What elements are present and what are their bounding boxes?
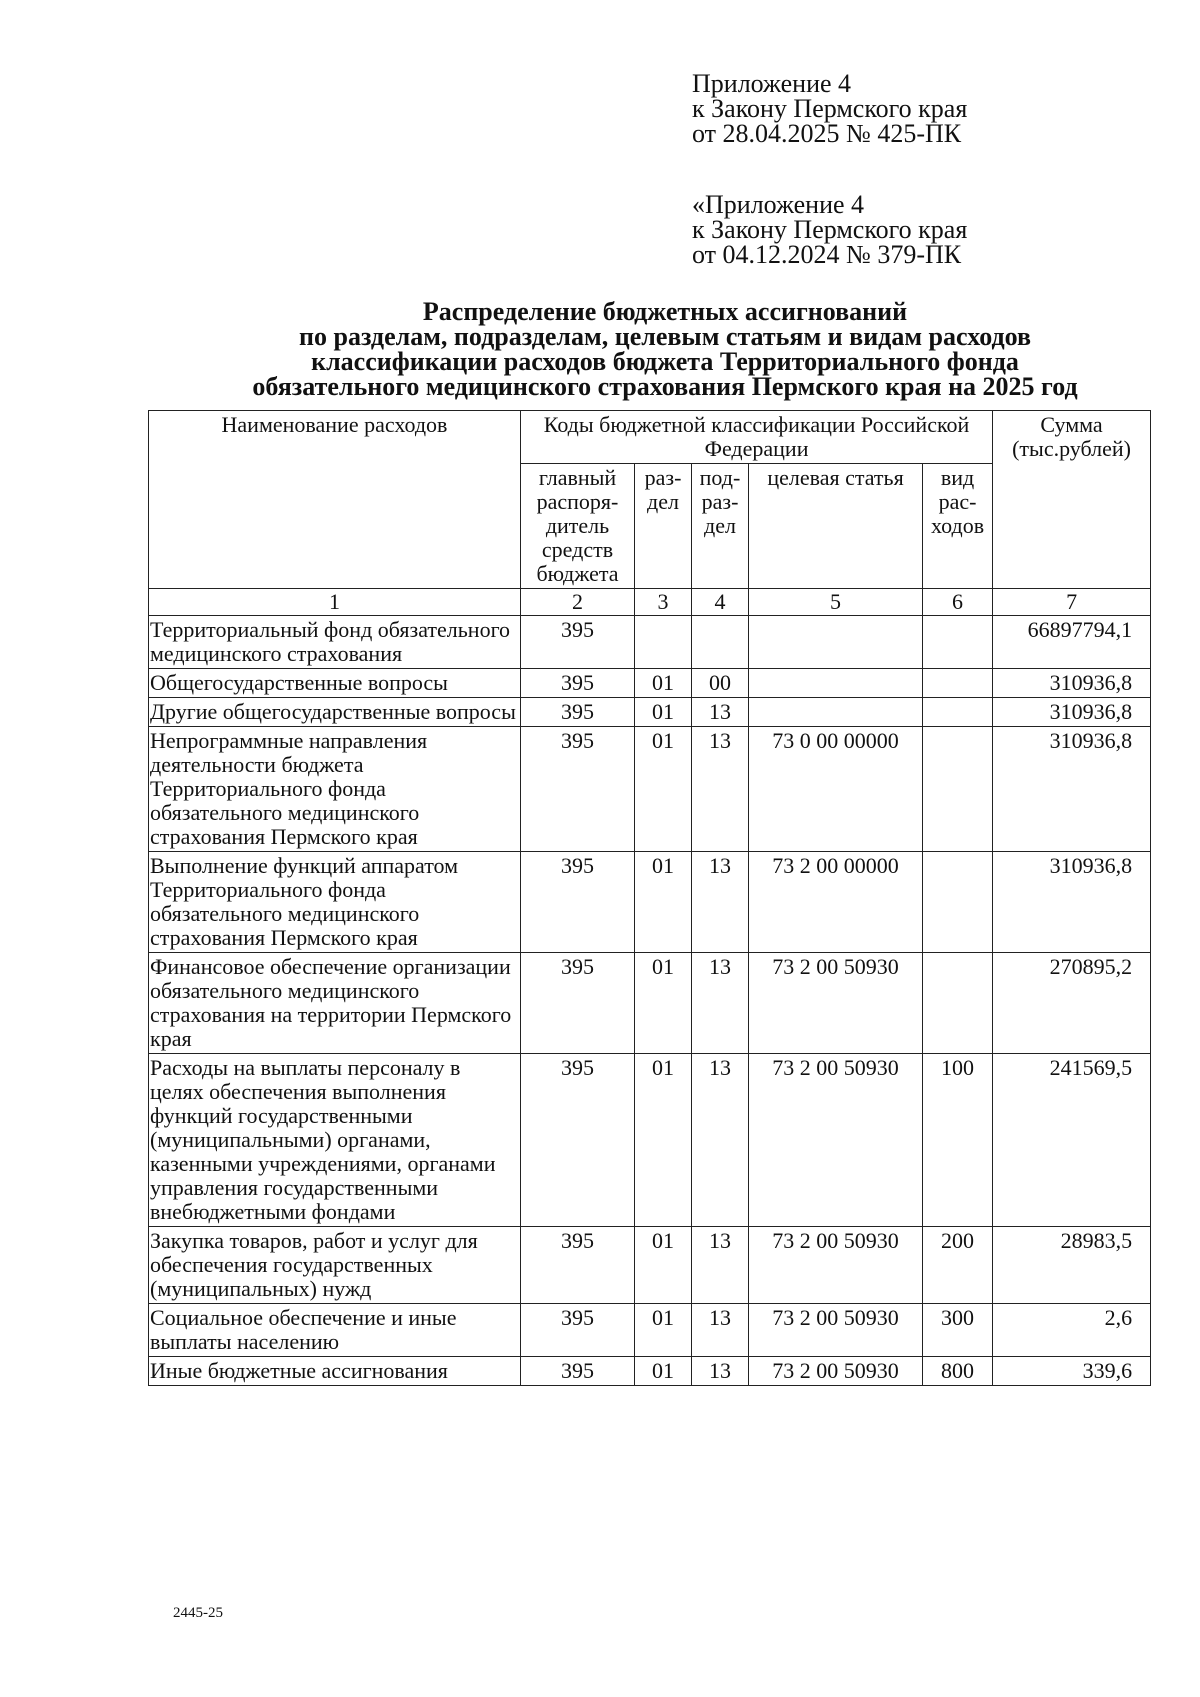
cell-chief: 395 — [521, 852, 635, 953]
cell-subsection: 13 — [692, 1054, 749, 1227]
cell-chief: 395 — [521, 1054, 635, 1227]
table-row — [149, 852, 1151, 953]
cell-target — [749, 669, 923, 698]
cell-type: 300 — [923, 1304, 993, 1357]
cell-subsection: 13 — [692, 1227, 749, 1304]
cell-amount: 310936,8 — [993, 852, 1151, 953]
appendix-current-line3: от 28.04.2025 № 425-ПК — [692, 119, 962, 148]
document-title — [170, 299, 1160, 399]
title-line2: по разделам, подразделам, целевым статьям и видам расходов — [299, 322, 1031, 351]
column-number: 3 — [635, 589, 692, 616]
document-code: 2445-25 — [173, 1605, 223, 1621]
budget-table-body — [149, 589, 1151, 1386]
cell-name: Общегосударственные вопросы — [149, 669, 521, 698]
cell-type: 200 — [923, 1227, 993, 1304]
header-chief: главный распоря-дитель средств бюджета — [521, 464, 635, 589]
cell-name: Выполнение функций аппаратом Территориального фонда обязательного медицинского страхования Пермского края — [149, 852, 521, 953]
appendix-previous — [692, 192, 967, 267]
column-numbers-row — [149, 589, 1151, 616]
cell-section: 01 — [635, 1054, 692, 1227]
appendix-current — [692, 71, 967, 146]
column-number: 7 — [993, 589, 1151, 616]
cell-type — [923, 698, 993, 727]
table-row — [149, 1054, 1151, 1227]
cell-amount: 66897794,1 — [993, 616, 1151, 669]
title-line3: классификации расходов бюджета Территориального фонда — [311, 347, 1019, 376]
cell-chief: 395 — [521, 616, 635, 669]
cell-type: 100 — [923, 1054, 993, 1227]
cell-type — [923, 616, 993, 669]
cell-amount: 241569,5 — [993, 1054, 1151, 1227]
cell-subsection: 13 — [692, 852, 749, 953]
cell-amount: 28983,5 — [993, 1227, 1151, 1304]
budget-table — [148, 410, 1151, 1386]
cell-type — [923, 669, 993, 698]
column-number: 2 — [521, 589, 635, 616]
cell-section: 01 — [635, 669, 692, 698]
cell-target: 73 2 00 50930 — [749, 1304, 923, 1357]
cell-name: Финансовое обеспечение организации обязательного медицинского страхования на территории Пермского края — [149, 953, 521, 1054]
header-row-main — [149, 411, 1151, 464]
cell-section: 01 — [635, 1227, 692, 1304]
cell-section: 01 — [635, 1357, 692, 1386]
cell-subsection: 13 — [692, 727, 749, 852]
table-row — [149, 616, 1151, 669]
cell-subsection: 13 — [692, 1304, 749, 1357]
cell-name: Другие общегосударственные вопросы — [149, 698, 521, 727]
cell-target: 73 2 00 50930 — [749, 1227, 923, 1304]
table-row — [149, 669, 1151, 698]
table-row — [149, 698, 1151, 727]
header-name: Наименование расходов — [149, 411, 521, 589]
cell-amount: 310936,8 — [993, 669, 1151, 698]
cell-target: 73 2 00 50930 — [749, 1357, 923, 1386]
cell-type — [923, 953, 993, 1054]
cell-section: 01 — [635, 698, 692, 727]
header-subsection: под-раз-дел — [692, 464, 749, 589]
appendix-previous-line2: к Закону Пермского края — [692, 215, 968, 244]
header-sum: Сумма (тыс.рублей) — [993, 411, 1151, 589]
cell-target: 73 2 00 50930 — [749, 1054, 923, 1227]
cell-section — [635, 616, 692, 669]
cell-name: Иные бюджетные ассигнования — [149, 1357, 521, 1386]
cell-subsection: 00 — [692, 669, 749, 698]
cell-chief: 395 — [521, 1227, 635, 1304]
column-number: 6 — [923, 589, 993, 616]
cell-amount: 310936,8 — [993, 727, 1151, 852]
cell-name: Социальное обеспечение и иные выплаты населению — [149, 1304, 521, 1357]
cell-chief: 395 — [521, 698, 635, 727]
cell-amount: 339,6 — [993, 1357, 1151, 1386]
cell-section: 01 — [635, 1304, 692, 1357]
cell-chief: 395 — [521, 1357, 635, 1386]
appendix-previous-line3: от 04.12.2024 № 379-ПК — [692, 240, 962, 269]
cell-target — [749, 698, 923, 727]
table-row — [149, 727, 1151, 852]
cell-chief: 395 — [521, 727, 635, 852]
cell-amount: 310936,8 — [993, 698, 1151, 727]
cell-chief: 395 — [521, 953, 635, 1054]
cell-subsection: 13 — [692, 1357, 749, 1386]
cell-name: Территориальный фонд обязательного медицинского страхования — [149, 616, 521, 669]
cell-subsection — [692, 616, 749, 669]
cell-name: Закупка товаров, работ и услуг для обеспечения государственных (муниципальных) нужд — [149, 1227, 521, 1304]
cell-target: 73 0 00 00000 — [749, 727, 923, 852]
cell-target — [749, 616, 923, 669]
cell-amount: 2,6 — [993, 1304, 1151, 1357]
header-codes-group: Коды бюджетной классификации Российской Федерации — [521, 411, 993, 464]
cell-name: Расходы на выплаты персоналу в целях обеспечения выполнения функций государственными (муниципальными) органами, казенными учреждениями, органами управления государственными внебюджетными фондами — [149, 1054, 521, 1227]
cell-target: 73 2 00 00000 — [749, 852, 923, 953]
table-row — [149, 953, 1151, 1054]
cell-type — [923, 727, 993, 852]
cell-type: 800 — [923, 1357, 993, 1386]
cell-section: 01 — [635, 852, 692, 953]
title-line4: обязательного медицинского страхования Пермского края на 2025 год — [252, 372, 1078, 401]
cell-amount: 270895,2 — [993, 953, 1151, 1054]
cell-chief: 395 — [521, 669, 635, 698]
cell-section: 01 — [635, 727, 692, 852]
cell-section: 01 — [635, 953, 692, 1054]
header-target: целевая статья — [749, 464, 923, 589]
appendix-previous-line1: «Приложение 4 — [692, 190, 865, 219]
title-line1: Распределение бюджетных ассигнований — [422, 297, 908, 326]
table-row — [149, 1227, 1151, 1304]
cell-type — [923, 852, 993, 953]
table-row — [149, 1304, 1151, 1357]
appendix-current-line2: к Закону Пермского края — [692, 94, 968, 123]
column-number: 4 — [692, 589, 749, 616]
cell-subsection: 13 — [692, 698, 749, 727]
cell-subsection: 13 — [692, 953, 749, 1054]
cell-chief: 395 — [521, 1304, 635, 1357]
column-number: 1 — [149, 589, 521, 616]
appendix-current-line1: Приложение 4 — [692, 69, 852, 98]
header-section: раз-дел — [635, 464, 692, 589]
cell-name: Непрограммные направления деятельности бюджета Территориального фонда обязательного медицинского страхования Пермского края — [149, 727, 521, 852]
header-type: вид рас-ходов — [923, 464, 993, 589]
table-row — [149, 1357, 1151, 1386]
column-number: 5 — [749, 589, 923, 616]
cell-target: 73 2 00 50930 — [749, 953, 923, 1054]
